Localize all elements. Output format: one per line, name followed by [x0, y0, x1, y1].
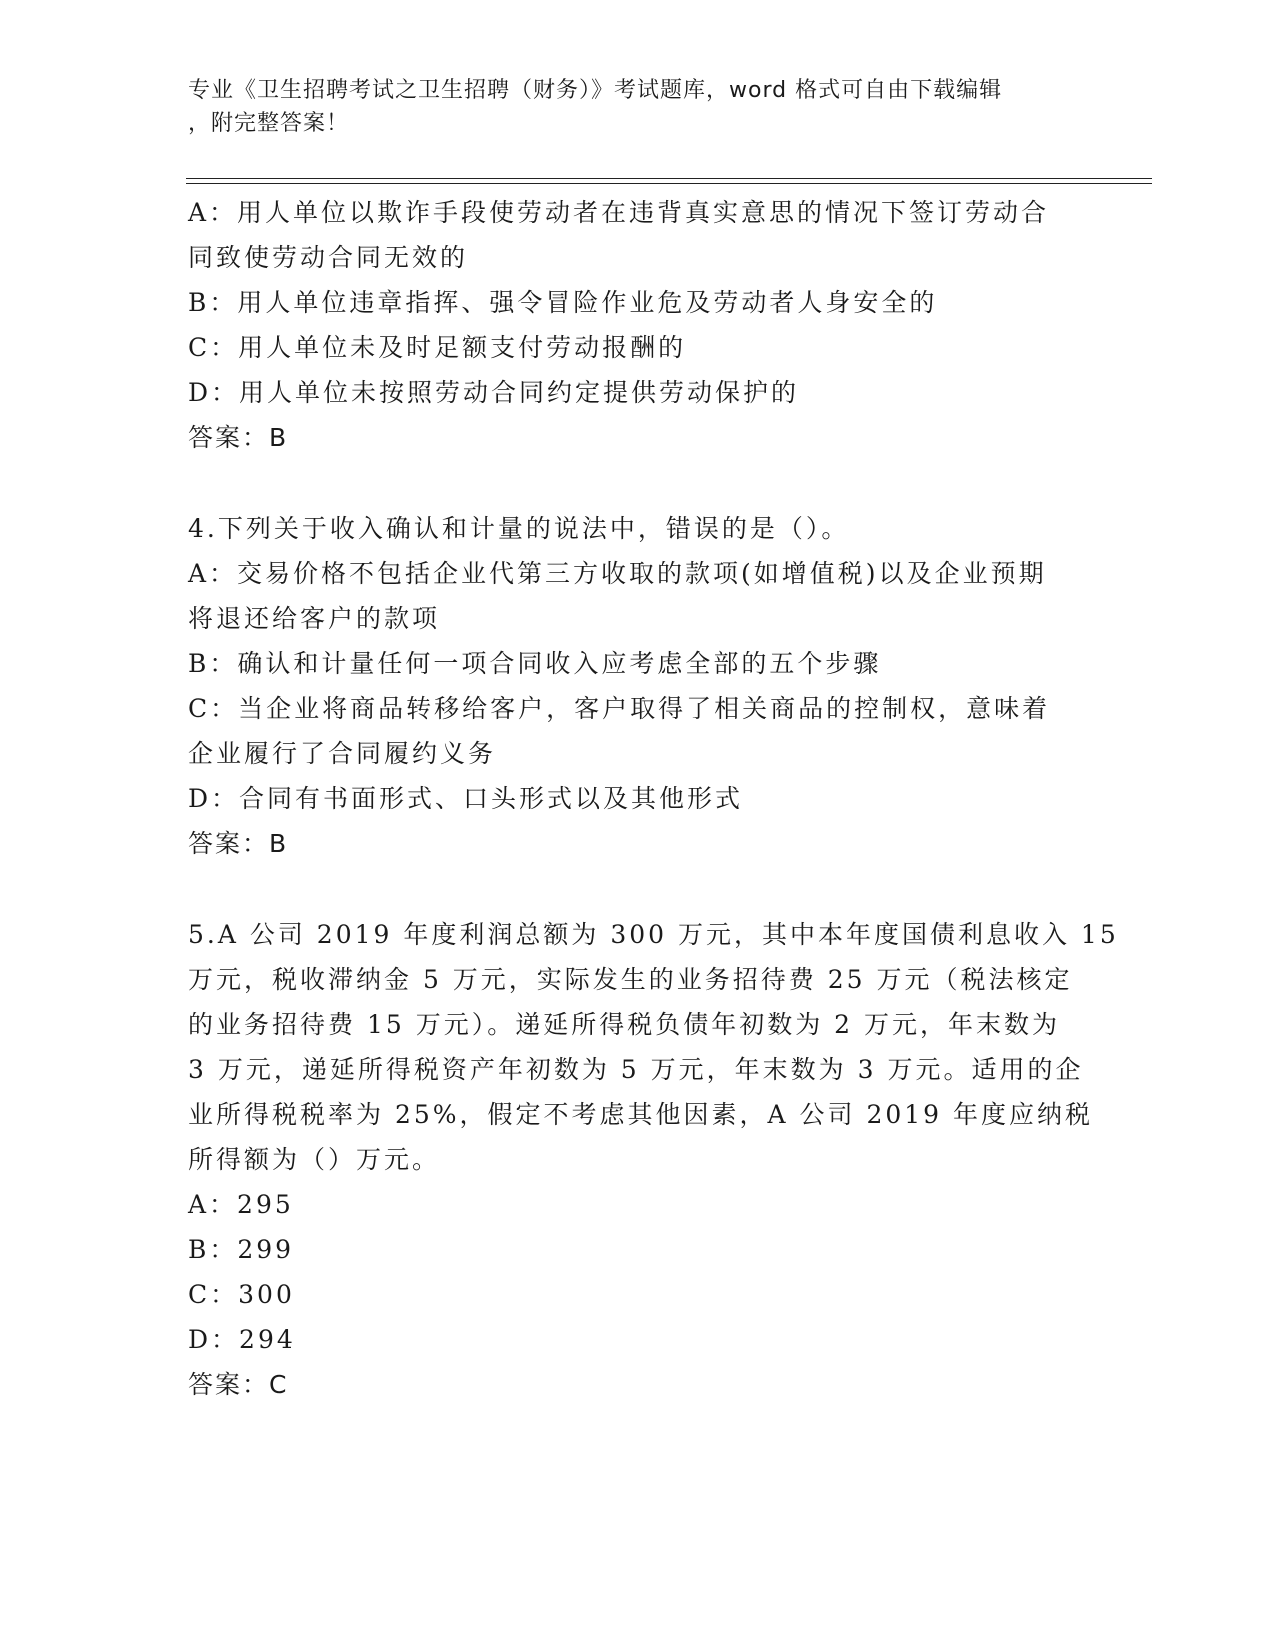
option-a-line-1: A：用人单位以欺诈手段使劳动者在违背真实意思的情况下签订劳动合	[188, 198, 1050, 227]
question-stem-line-1: 4.下列关于收入确认和计量的说法中，错误的是（）。	[188, 514, 850, 543]
option-a-line-2: 将退还给客户的款项	[188, 604, 441, 633]
question-3	[188, 190, 1088, 460]
option-d: D：用人单位未按照劳动合同约定提供劳动保护的	[188, 378, 800, 407]
question-stem-line-6: 所得额为（）万元。	[188, 1145, 441, 1174]
question-list	[188, 190, 1119, 1407]
spacer	[188, 866, 1088, 912]
answer: 答案：B	[188, 423, 289, 452]
question-stem-line-5: 业所得税税率为 25%，假定不考虑其他因素，A 公司 2019 年度应纳税	[188, 1100, 1094, 1129]
option-c: C：用人单位未及时足额支付劳动报酬的	[188, 333, 687, 362]
header-rule-bottom	[186, 183, 1152, 184]
option-c: C：300	[188, 1280, 295, 1309]
option-a-line-2: 同致使劳动合同无效的	[188, 243, 469, 272]
document-header	[188, 74, 1068, 140]
header-rule-top	[186, 178, 1152, 179]
header-line-1: 专业《卫生招聘考试之卫生招聘（财务）》考试题库，word 格式可自由下载编辑	[188, 78, 1003, 103]
question-stem-line-3: 的业务招待费 15 万元）。递延所得税负债年初数为 2 万元，年末数为	[188, 1010, 1061, 1039]
option-c-line-1: C：当企业将商品转移给客户，客户取得了相关商品的控制权，意味着	[188, 694, 1051, 723]
question-4	[188, 506, 1088, 866]
answer: 答案：C	[188, 1370, 289, 1399]
option-a: A：295	[188, 1190, 294, 1219]
option-b: B：299	[188, 1235, 295, 1264]
answer: 答案：B	[188, 829, 289, 858]
question-stem-line-2: 万元，税收滞纳金 5 万元，实际发生的业务招待费 25 万元（税法核定	[188, 965, 1073, 994]
question-stem-line-1: 5.A 公司 2019 年度利润总额为 300 万元，其中本年度国债利息收入 15	[188, 920, 1119, 949]
option-d: D：合同有书面形式、口头形式以及其他形式	[188, 784, 744, 813]
option-b: B：用人单位违章指挥、强令冒险作业危及劳动者人身安全的	[188, 288, 938, 317]
question-stem-line-4: 3 万元，递延所得税资产年初数为 5 万元，年末数为 3 万元。适用的企	[188, 1055, 1084, 1084]
option-b: B：确认和计量任何一项合同收入应考虑全部的五个步骤	[188, 649, 882, 678]
header-line-2: ，附完整答案！	[188, 111, 350, 136]
question-5	[188, 912, 1119, 1407]
option-c-line-2: 企业履行了合同履约义务	[188, 739, 497, 768]
option-d: D：294	[188, 1325, 296, 1354]
spacer	[188, 460, 1088, 506]
option-a-line-1: A：交易价格不包括企业代第三方收取的款项(如增值税)以及企业预期	[188, 559, 1047, 588]
